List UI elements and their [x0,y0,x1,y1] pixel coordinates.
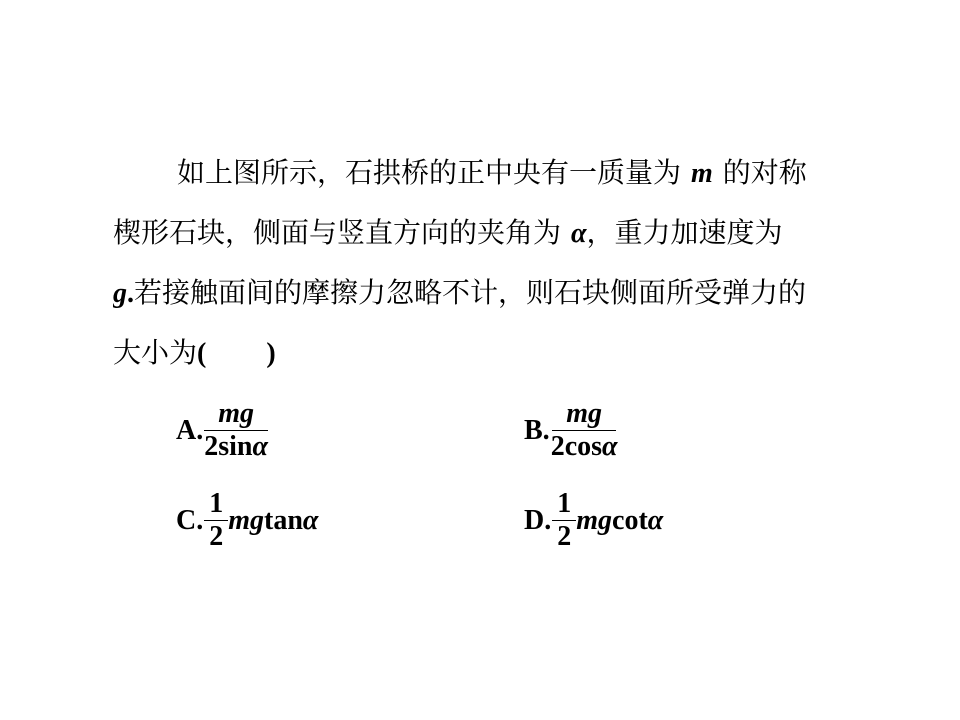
option-b-fraction [551,400,618,461]
option-a-denominator [204,431,268,461]
option-b-numerator: mg [552,400,616,431]
option-d-fraction [552,490,576,551]
option-a-fraction [204,400,268,461]
line1-text-a: 如上图所示，石拱桥的正中央有一质量为 [177,156,682,189]
option-a-den-angle: α [252,431,268,462]
variable-g: g [113,278,127,309]
option-c-fraction [204,490,228,551]
option-d[interactable] [524,490,663,551]
line3-period: . [127,278,134,309]
option-d-func: cot [612,504,648,536]
question-line-2 [113,203,883,263]
option-a[interactable] [176,400,268,461]
option-c-label: C. [176,504,204,536]
option-c[interactable] [176,490,318,551]
option-c-var: mg [228,504,265,536]
option-b-den-text: 2cos [550,431,603,462]
option-c-numerator: 1 [204,490,228,521]
line2-text-b: ，重力加速度为 [586,216,783,249]
option-b-label: B. [524,414,550,446]
option-a-numerator: mg [204,400,268,431]
option-c-denominator: 2 [209,521,224,552]
variable-alpha: α [571,218,587,249]
option-d-label: D. [524,504,552,536]
question-line-4 [113,323,883,383]
option-b-den-angle: α [602,431,618,462]
line1-text-b: 的对称 [722,156,807,189]
option-c-angle: α [302,504,319,536]
question-text [113,143,883,383]
line3-text: 若接触面间的摩擦力忽略不计，则石块侧面所受弹力的 [134,276,807,309]
option-a-label: A. [176,414,204,446]
option-d-denominator: 2 [557,521,572,552]
line2-text-a: 楔形石块，侧面与竖直方向的夹角为 [113,216,562,249]
option-d-numerator: 1 [552,490,576,521]
answer-paren-open: ( [197,338,207,369]
option-b-denominator [551,431,618,461]
answer-paren-close: ) [266,338,276,369]
question-line-1 [113,143,883,203]
option-a-den-text: 2sin [204,431,253,462]
option-d-var: mg [576,504,613,536]
option-c-func: tan [264,504,303,536]
option-d-angle: α [647,504,664,536]
variable-m: m [691,158,713,189]
line4-text: 大小为 [113,336,198,369]
question-line-3 [113,263,883,323]
option-b[interactable] [524,400,618,461]
